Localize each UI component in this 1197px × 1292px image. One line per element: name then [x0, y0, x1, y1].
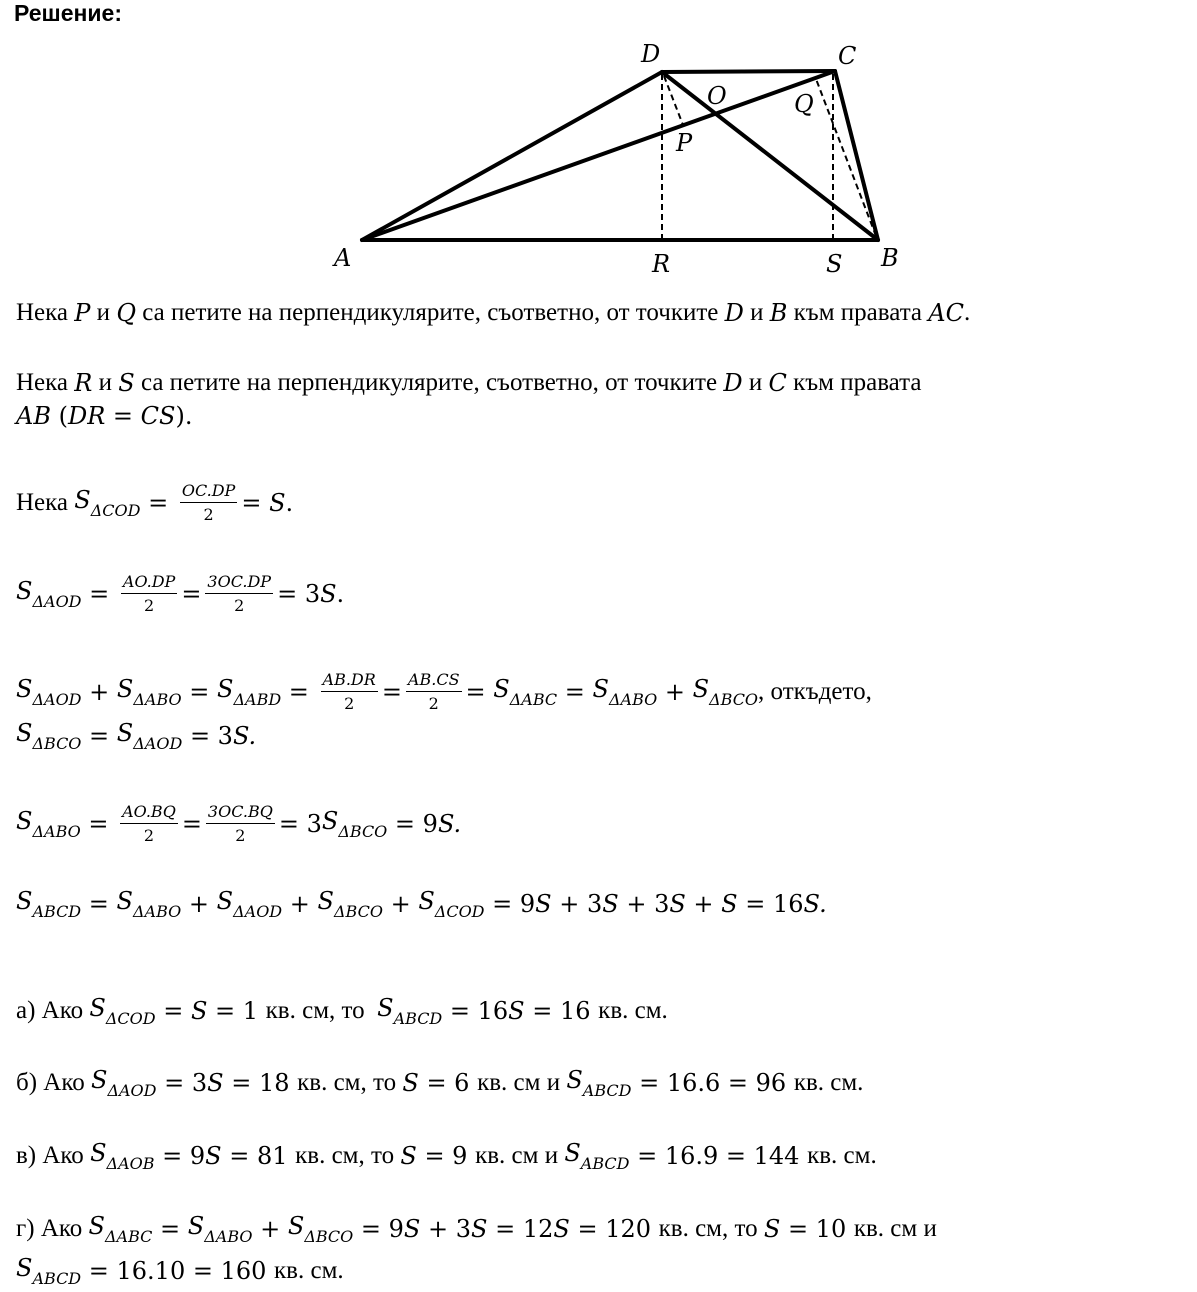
math-operator: = [105, 402, 141, 430]
text-run: в) Ако [16, 1142, 91, 1169]
text-run: и [92, 369, 119, 396]
math-operator: = 16.10 = 160 [81, 1257, 275, 1285]
text-run: кв. см, то [297, 1069, 403, 1096]
solution-heading: Решение: [14, 0, 123, 26]
math-operator: = 1 [207, 997, 266, 1025]
side-ad [362, 72, 662, 240]
area-subscript: ΔAOB [106, 1154, 155, 1173]
text-line [16, 1254, 344, 1288]
fraction-denominator: 2 [143, 826, 155, 845]
area-symbol: $S_{\Delta BCO}$ [692, 674, 759, 709]
math-variable: AC [928, 299, 964, 327]
text-run: , откъдето, [758, 677, 872, 705]
label-O: O [707, 82, 727, 110]
text-run: и [742, 369, 769, 396]
math-operator: + [382, 890, 419, 918]
math-operator: = 9 [416, 1142, 476, 1170]
math-operator: = 120 [569, 1215, 659, 1243]
math-operator: = [181, 579, 202, 608]
fraction-denominator: 2 [428, 694, 439, 713]
area-subscript: ΔABO [133, 689, 182, 709]
math-variable: S. [232, 722, 257, 750]
area-subscript: ΔBCO [304, 1227, 354, 1246]
math-operator: + 3 [420, 1215, 472, 1243]
math-operator: = [140, 488, 176, 517]
area-symbol: $S_{\Delta AOD}$ [90, 1066, 157, 1100]
area-subscript: ΔAOD [32, 591, 82, 611]
text-run: към правата [786, 369, 922, 396]
area-subscript: ΔAOD [107, 1081, 157, 1100]
text-line [16, 887, 827, 921]
math-variable: C [768, 369, 787, 397]
math-operator: = [81, 579, 117, 608]
math-operator: = [181, 677, 217, 706]
text-line [16, 1212, 937, 1246]
math-operator: = [381, 677, 402, 706]
math-operator: + [657, 677, 693, 706]
fraction-denominator: 2 [234, 596, 245, 615]
math-operator: = 16.9 = 144 [629, 1142, 808, 1170]
fraction-denominator: 2 [344, 694, 355, 713]
area-subscript: ΔABO [32, 821, 81, 841]
math-operator: = 9 [387, 809, 438, 838]
text-run: Нека [16, 369, 75, 396]
area-symbol: $S_{\Delta ABO}$ [16, 806, 81, 841]
fraction [121, 572, 177, 615]
text-run: са петите на перпендикулярите, съответно, от точките [134, 369, 724, 396]
text-run: кв. см, то [658, 1215, 764, 1242]
math-operator: = 16 [524, 997, 599, 1025]
text-line [16, 719, 256, 753]
fraction-numerator: 3OC.BQ [206, 802, 275, 824]
area-subscript: ΔBCO [709, 689, 759, 709]
perp-bq [816, 79, 876, 236]
text-run: към правата [787, 299, 929, 326]
area-subscript: ΔABO [204, 1227, 253, 1246]
math-operator: = [465, 677, 494, 706]
math-operator: = 9 [353, 1215, 404, 1243]
math-operator: = 3 [156, 1069, 208, 1097]
area-symbol: $S_{\Delta ABC}$ [88, 1212, 153, 1246]
text-run: и [90, 299, 117, 326]
text-run: кв. см. [807, 1142, 877, 1169]
area-symbol: $S_{\Delta ABO}$ [187, 1212, 253, 1246]
math-variable: D [723, 369, 743, 397]
math-operator: + [685, 890, 722, 918]
area-symbol: $S_{\Delta BCO}$ [317, 887, 383, 921]
math-operator: = [241, 488, 270, 517]
math-operator: = 18 [223, 1069, 298, 1097]
text-run: кв. см и [853, 1215, 937, 1242]
math-variable: S [535, 890, 552, 918]
fraction-numerator: AO.BQ [120, 802, 178, 824]
text-run: б) Ако [16, 1069, 91, 1096]
text-run: кв. см. [598, 997, 668, 1024]
math-variable: Q [116, 299, 136, 327]
label-B: B [881, 244, 899, 272]
text-run: г) Ако [16, 1215, 89, 1242]
area-subscript: ΔCOD [90, 500, 141, 520]
area-symbol: $S_{ABCD}$ [16, 887, 82, 921]
area-subscript: ΔABD [233, 689, 282, 709]
area-subscript: ΔABC [104, 1227, 153, 1246]
math-operator: = 3 [277, 579, 321, 608]
label-A: A [334, 244, 352, 272]
text-line [16, 994, 668, 1028]
side-cb [835, 71, 878, 240]
math-operator: = 12 [487, 1215, 554, 1243]
diagonal-ac [362, 71, 835, 240]
text-run: кв. см. [274, 1257, 344, 1284]
math-variable: S [320, 579, 337, 608]
area-symbol: $S_{\Delta COD}$ [74, 485, 141, 520]
area-subscript: ΔBCO [338, 821, 388, 841]
area-symbol: $S_{ABCD}$ [566, 1066, 632, 1100]
fraction-numerator: AB.CS [406, 670, 462, 692]
text-run: кв. см, то [265, 997, 378, 1024]
text-run: и [743, 299, 770, 326]
fraction [321, 670, 378, 713]
area-symbol: $S_{\Delta AOB}$ [90, 1139, 155, 1173]
fraction [120, 802, 178, 845]
area-subscript: ΔAOD [32, 689, 82, 709]
area-subscript: ΔCOD [434, 902, 485, 921]
area-symbol: $S_{\Delta AOD}$ [216, 887, 283, 921]
math-operator: . [285, 488, 294, 517]
fraction-denominator: 2 [235, 826, 246, 845]
text-line [16, 299, 970, 327]
text-line [16, 572, 344, 615]
text-line [16, 1139, 877, 1173]
trapezoid-diagram [0, 0, 1197, 290]
area-symbol: $S_{\Delta ABO}$ [592, 674, 658, 709]
area-symbol: $S_{\Delta BCO}$ [321, 806, 388, 841]
math-operator: ). [175, 402, 193, 430]
math-variable: S [118, 369, 135, 397]
math-variable: S [669, 890, 686, 918]
area-symbol: $S_{ABCD}$ [16, 1254, 82, 1288]
area-symbol: $S_{\Delta AOD}$ [16, 674, 82, 709]
math-operator: = 10 [780, 1215, 854, 1243]
fraction-numerator: AO.DP [121, 572, 177, 594]
text-run: кв. см и [477, 1069, 567, 1096]
math-variable: S. [803, 890, 827, 918]
side-dc [662, 71, 835, 72]
area-symbol: $S_{\Delta ABC}$ [493, 674, 558, 709]
text-run: кв. см, то [295, 1142, 401, 1169]
math-operator: + 3 [551, 890, 603, 918]
area-subscript: ΔBCO [32, 734, 82, 753]
math-operator: ( [50, 402, 68, 430]
math-operator: = 6 [418, 1069, 478, 1097]
math-variable: S [190, 997, 208, 1025]
math-operator: = 3 [278, 809, 322, 838]
math-operator: = 3 [182, 722, 233, 750]
math-variable: S [721, 890, 738, 918]
area-subscript: ΔABO [608, 689, 658, 709]
math-variable: S [508, 997, 525, 1025]
math-variable: S [602, 890, 619, 918]
math-variable: AB [16, 402, 51, 430]
math-variable: S. [437, 809, 462, 838]
math-operator: + 3 [618, 890, 670, 918]
text-line [16, 670, 872, 713]
math-operator: = 16 [737, 890, 804, 918]
math-variable: P [74, 299, 91, 327]
area-symbol: $S_{ABCD}$ [377, 994, 443, 1028]
math-operator: = [152, 1215, 188, 1243]
label-S: S [826, 250, 843, 278]
label-D: D [641, 40, 661, 68]
text-run: . [963, 299, 971, 326]
text-run: кв. см. [793, 1069, 864, 1096]
text-run: са петите на перпендикулярите, съответно, от точките [136, 299, 725, 326]
math-operator: + [282, 890, 318, 918]
text-run: кв. см и [475, 1142, 565, 1169]
fraction [206, 802, 275, 845]
math-operator: = 81 [221, 1142, 296, 1170]
math-variable: S [471, 1215, 488, 1243]
area-subscript: ABCD [582, 1081, 632, 1100]
fraction [205, 572, 273, 615]
math-operator: = 9 [154, 1142, 206, 1170]
fraction [406, 670, 462, 713]
math-variable: S [205, 1142, 222, 1170]
label-Q: Q [794, 90, 814, 118]
text-line [16, 369, 921, 397]
fraction-numerator: AB.DR [321, 670, 378, 692]
area-symbol: $S_{\Delta BCO}$ [16, 719, 82, 753]
area-subscript: ABCD [393, 1009, 443, 1028]
math-operator: = 16 [442, 997, 509, 1025]
area-symbol: $S_{\Delta ABD}$ [217, 674, 282, 709]
area-subscript: ABCD [32, 902, 82, 921]
math-operator: = [80, 809, 117, 838]
math-operator: = [81, 722, 117, 750]
fraction-denominator: 2 [144, 596, 155, 615]
math-variable: R [74, 369, 93, 397]
math-variable: S [553, 1215, 570, 1243]
math-operator: = [557, 677, 593, 706]
math-variable: B [769, 299, 788, 327]
area-symbol: $S_{\Delta BCO}$ [287, 1212, 354, 1246]
area-subscript: ΔBCO [333, 902, 383, 921]
area-subscript: ABCD [580, 1154, 630, 1173]
label-P: P [676, 129, 693, 157]
math-variable: S [269, 488, 286, 517]
area-symbol: $S_{\Delta ABO}$ [116, 674, 182, 709]
math-operator: = 16.6 = 96 [631, 1069, 794, 1097]
text-line [16, 402, 192, 430]
math-operator: . [336, 579, 345, 608]
label-C: C [838, 42, 857, 70]
area-symbol: $S_{\Delta ABO}$ [116, 887, 182, 921]
fraction [180, 481, 237, 524]
area-subscript: ΔAOD [233, 902, 283, 921]
math-operator: = [181, 809, 202, 838]
area-subscript: ABCD [32, 1269, 82, 1288]
area-symbol: $S_{ABCD}$ [564, 1139, 630, 1173]
text-line [16, 481, 293, 524]
area-subscript: ΔAOD [133, 734, 183, 753]
math-variable: S [763, 1215, 781, 1243]
math-variable: S [207, 1069, 224, 1097]
math-operator: = [155, 997, 191, 1025]
math-variable: CS [140, 402, 176, 430]
text-line [16, 802, 461, 845]
text-run: Нека [16, 488, 75, 516]
math-operator: = [81, 890, 117, 918]
area-subscript: ΔABC [509, 689, 558, 709]
math-operator: = 9 [484, 890, 536, 918]
area-symbol: $S_{\Delta AOD}$ [16, 576, 82, 611]
math-variable: S [402, 1069, 419, 1097]
area-subscript: ΔCOD [105, 1009, 156, 1028]
math-variable: S [403, 1215, 421, 1243]
text-run: Нека [16, 299, 75, 326]
fraction-denominator: 2 [203, 505, 214, 524]
fraction-numerator: 3OC.DP [205, 572, 273, 594]
fraction-numerator: OC.DP [180, 481, 237, 503]
text-line [16, 1066, 863, 1100]
area-subscript: ΔABO [132, 902, 182, 921]
math-operator: + [81, 677, 117, 706]
math-operator: + [252, 1215, 288, 1243]
math-operator: = [281, 677, 317, 706]
text-run: а) Ако [16, 997, 90, 1024]
area-symbol: $S_{\Delta AOD}$ [116, 719, 183, 753]
area-symbol: $S_{\Delta COD}$ [418, 887, 485, 921]
math-operator: + [181, 890, 217, 918]
math-variable: D [724, 299, 744, 327]
label-R: R [652, 250, 671, 278]
math-variable: S [400, 1142, 417, 1170]
area-symbol: $S_{\Delta COD}$ [89, 994, 156, 1028]
math-variable: DR [67, 402, 106, 430]
